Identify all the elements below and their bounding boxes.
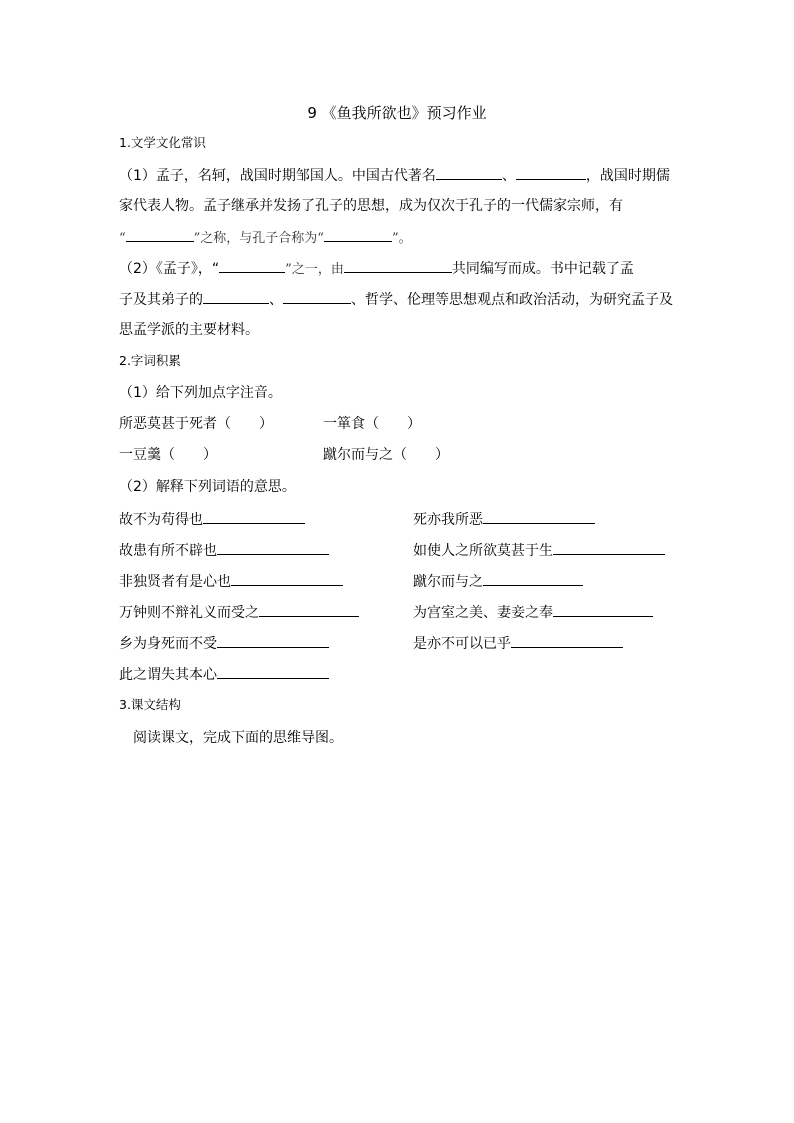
term-text: 为宫室之美、妻妾之奉: [413, 605, 553, 621]
s1-p1-text-a: （1）孟子，名轲，战国时期邹国人。中国古代著名: [119, 168, 436, 184]
s2-q2: （2）解释下列词语的意思。: [119, 479, 296, 495]
s1-p2-sep: 、: [269, 292, 283, 308]
term-item: [413, 540, 665, 561]
phonetic-item: 一豆羹（ ）: [119, 447, 217, 463]
term-text: 非独贤者有是心也: [119, 574, 231, 590]
s1-p2-text-a: （2）《孟子》，“: [119, 261, 220, 277]
answer-blank[interactable]: [483, 509, 595, 524]
s1-p2-text-b: ”之一，由: [285, 262, 344, 277]
answer-blank[interactable]: [283, 289, 351, 304]
answer-blank[interactable]: [203, 289, 269, 304]
term-item: [119, 633, 329, 654]
s2-q1: （1）给下列加点字注音。: [119, 385, 282, 401]
s1-p1-end: ”。: [391, 231, 412, 246]
s1-p2-text-d: 子及其弟子的: [119, 292, 203, 308]
term-text: 是亦不可以已乎: [413, 636, 511, 652]
phonetic-item: 所恶莫甚于死者（ ）: [119, 416, 273, 432]
answer-blank[interactable]: [553, 602, 653, 617]
section-3-heading: 3.课文结构: [119, 697, 181, 712]
s1-p1-sep: 、: [501, 168, 516, 184]
phonetic-item: 一箪食（ ）: [323, 416, 421, 432]
phonetic-item: 蹴尔而与之（ ）: [323, 447, 449, 463]
answer-blank[interactable]: [324, 227, 392, 242]
s1-p1-open-quote: “: [119, 231, 126, 246]
term-item: [413, 633, 623, 654]
term-text: 蹴尔而与之: [413, 574, 483, 590]
answer-blank[interactable]: [231, 571, 343, 586]
page-title: 9 《鱼我所欲也》预习作业: [307, 104, 487, 122]
term-item: [119, 602, 359, 623]
s1-p2-line1: [119, 258, 634, 280]
answer-blank[interactable]: [344, 258, 452, 273]
term-text: 故不为苟得也: [119, 512, 203, 528]
term-text: 如使人之所欲莫甚于生: [413, 543, 553, 559]
answer-blank[interactable]: [259, 602, 359, 617]
term-item: [119, 509, 305, 530]
term-text: 死亦我所恶: [413, 512, 483, 528]
term-item: [413, 509, 595, 530]
answer-blank[interactable]: [219, 258, 285, 273]
s1-p1-line2: 家代表人物。孟子继承并发扬了孔子的思想，成为仅次于孔子的一代儒家宗师，有: [119, 198, 623, 214]
s1-p2-text-c: 共同编写而成。书中记载了孟: [451, 261, 634, 277]
answer-blank[interactable]: [436, 165, 502, 180]
section-1-heading: 1.文学文化常识: [119, 135, 206, 150]
term-text: 万钟则不辩礼义而受之: [119, 605, 259, 621]
answer-blank[interactable]: [217, 540, 329, 555]
answer-blank[interactable]: [217, 664, 329, 679]
term-item: [413, 571, 583, 592]
term-item: [119, 571, 343, 592]
answer-blank[interactable]: [511, 633, 623, 648]
s1-p1-mid: ”之称，与孔子合称为“: [193, 231, 324, 246]
term-text: 此之谓失其本心: [119, 667, 217, 683]
answer-blank[interactable]: [516, 165, 586, 180]
answer-blank[interactable]: [126, 227, 194, 242]
term-text: 故患有所不辟也: [119, 543, 217, 559]
term-text: 乡为身死而不受: [119, 636, 217, 652]
s3-instruction: 阅读课文，完成下面的思维导图。: [133, 730, 343, 746]
s1-p1-text-b: ，战国时期儒: [585, 168, 670, 184]
answer-blank[interactable]: [553, 540, 665, 555]
section-2-heading: 2.字词积累: [119, 353, 181, 368]
s1-p2-text-e: 、哲学、伦理等思想观点和政治活动，为研究孟子及: [351, 292, 673, 308]
s1-p2-line3: 思孟学派的主要材料。: [119, 322, 259, 338]
term-item: [119, 664, 329, 685]
term-item: [413, 602, 653, 623]
term-item: [119, 540, 329, 561]
s1-p1-line1: [119, 165, 670, 186]
s1-p2-line2: [119, 289, 673, 310]
answer-blank[interactable]: [483, 571, 583, 586]
s1-p1-line3: [119, 227, 412, 249]
answer-blank[interactable]: [203, 509, 305, 524]
answer-blank[interactable]: [217, 633, 329, 648]
